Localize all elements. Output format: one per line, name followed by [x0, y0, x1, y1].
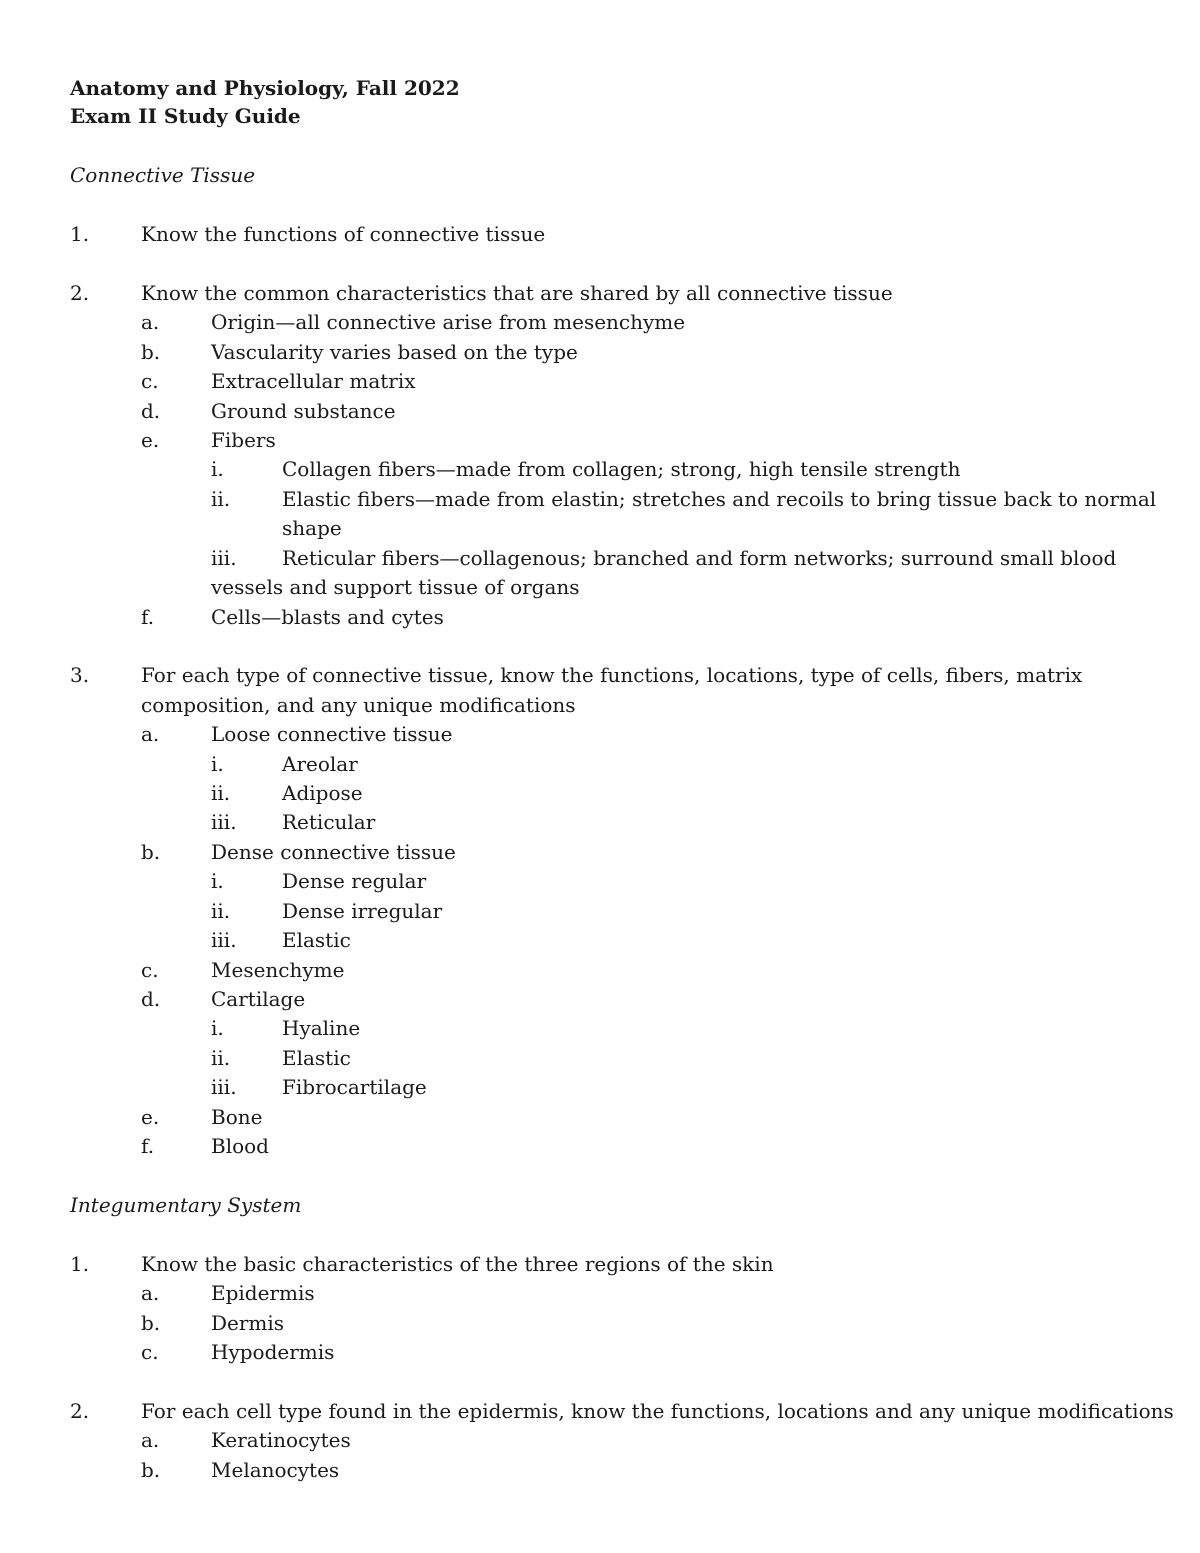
- list-subitem: Blood: [211, 1134, 269, 1158]
- list-marker: d.: [141, 987, 161, 1011]
- list-subitem: Cells—blasts and cytes: [211, 605, 444, 629]
- list-subsubitem: Collagen fibers—made from collagen; strong, high tensile strength: [282, 457, 961, 481]
- list-marker: e.: [141, 428, 160, 452]
- list-subsubitem-continued: shape: [282, 516, 342, 540]
- list-item: Know the functions of connective tissue: [141, 222, 546, 246]
- list-subitem: Loose connective tissue: [211, 722, 453, 746]
- list-marker: i.: [211, 869, 224, 893]
- list-marker: a.: [141, 1428, 160, 1452]
- list-marker: ii.: [211, 781, 231, 805]
- section-heading-connective-tissue: Connective Tissue: [70, 163, 256, 187]
- list-marker: a.: [141, 1281, 160, 1305]
- list-number: 1.: [70, 1252, 90, 1276]
- list-subitem: Hypodermis: [211, 1340, 335, 1364]
- list-marker: ii.: [211, 1046, 231, 1070]
- list-subitem: Origin—all connective arise from mesenchyme: [211, 310, 686, 334]
- list-marker: c.: [141, 958, 159, 982]
- list-item: For each type of connective tissue, know the functions, locations, type of cells, fibers, matrix: [141, 663, 1083, 687]
- list-item: Know the basic characteristics of the three regions of the skin: [141, 1252, 774, 1276]
- list-marker: b.: [141, 1458, 161, 1482]
- list-marker: d.: [141, 399, 161, 423]
- list-subsubitem: Adipose: [282, 781, 363, 805]
- list-marker: iii.: [211, 546, 237, 570]
- list-marker: e.: [141, 1105, 160, 1129]
- list-marker: f.: [141, 1134, 155, 1158]
- list-subitem: Cartilage: [211, 987, 306, 1011]
- list-subsubitem-continued: vessels and support tissue of organs: [211, 575, 580, 599]
- list-subsubitem: Areolar: [282, 752, 358, 776]
- list-marker: b.: [141, 1311, 161, 1335]
- list-marker: a.: [141, 310, 160, 334]
- list-subsubitem: Fibrocartilage: [282, 1075, 427, 1099]
- list-marker: c.: [141, 369, 159, 393]
- list-subitem: Ground substance: [211, 399, 396, 423]
- list-item: For each cell type found in the epidermis, know the functions, locations and any unique modifications: [141, 1399, 1174, 1423]
- list-marker: iii.: [211, 1075, 237, 1099]
- list-marker: ii.: [211, 487, 231, 511]
- list-subitem: Bone: [211, 1105, 263, 1129]
- list-number: 3.: [70, 663, 90, 687]
- list-subitem: Dense connective tissue: [211, 840, 456, 864]
- list-item-continued: composition, and any unique modifications: [141, 693, 576, 717]
- list-number: 2.: [70, 281, 90, 305]
- list-subsubitem: Dense irregular: [282, 899, 443, 923]
- list-marker: iii.: [211, 810, 237, 834]
- list-number: 2.: [70, 1399, 90, 1423]
- list-number: 1.: [70, 222, 90, 246]
- list-marker: i.: [211, 1016, 224, 1040]
- list-subitem: Vascularity varies based on the type: [211, 340, 578, 364]
- document-subtitle: Exam II Study Guide: [70, 104, 301, 128]
- list-subitem: Mesenchyme: [211, 958, 345, 982]
- list-item: Know the common characteristics that are shared by all connective tissue: [141, 281, 893, 305]
- list-subitem: Fibers: [211, 428, 276, 452]
- list-subsubitem: Elastic: [282, 928, 351, 952]
- list-subsubitem: Elastic fibers—made from elastin; stretches and recoils to bring tissue back to normal: [282, 487, 1157, 511]
- list-marker: a.: [141, 722, 160, 746]
- list-marker: ii.: [211, 899, 231, 923]
- list-marker: f.: [141, 605, 155, 629]
- list-subitem: Melanocytes: [211, 1458, 340, 1482]
- list-subsubitem: Hyaline: [282, 1016, 361, 1040]
- list-subitem: Keratinocytes: [211, 1428, 351, 1452]
- list-subsubitem: Dense regular: [282, 869, 427, 893]
- list-marker: b.: [141, 840, 161, 864]
- list-subsubitem: Reticular: [282, 810, 376, 834]
- list-subitem: Epidermis: [211, 1281, 315, 1305]
- list-marker: i.: [211, 457, 224, 481]
- list-marker: iii.: [211, 928, 237, 952]
- list-marker: c.: [141, 1340, 159, 1364]
- list-subitem: Dermis: [211, 1311, 285, 1335]
- list-marker: i.: [211, 752, 224, 776]
- list-subitem: Extracellular matrix: [211, 369, 416, 393]
- section-heading-integumentary-system: Integumentary System: [70, 1193, 302, 1217]
- list-subsubitem: Elastic: [282, 1046, 351, 1070]
- list-marker: b.: [141, 340, 161, 364]
- document-title: Anatomy and Physiology, Fall 2022: [70, 76, 460, 100]
- list-subsubitem: Reticular fibers—collagenous; branched and form networks; surround small blood: [282, 546, 1117, 570]
